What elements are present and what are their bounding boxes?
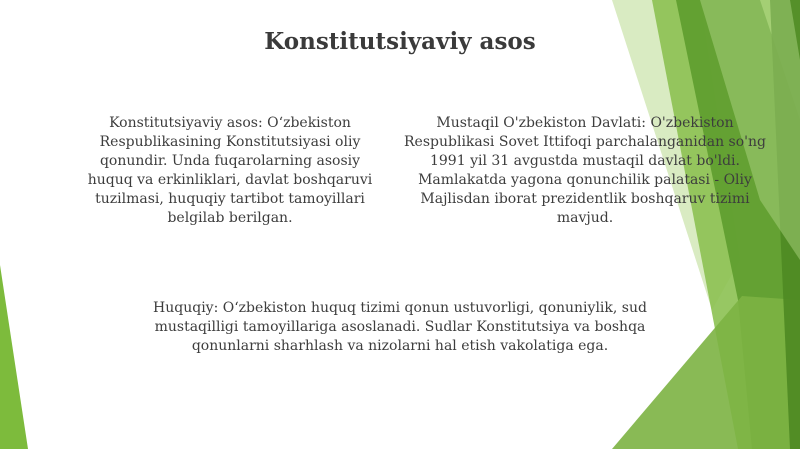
paragraph-independent-state: Mustaqil O'zbekiston Davlati: O'zbekiston Respublikasi Sovet Ittifoqi parchalanganidan so'ng 1991 yil 31 avgustda mustaqil davlat bo'ldi. Mamlakatda yagona qonunchilik palatasi - Oliy Majlisdan iborat prezidentlik boshqaruv tizimi mavjud. (404, 115, 766, 226)
slide-title: Konstitutsiyaviy asos (264, 28, 536, 55)
left-edge-strip (0, 265, 28, 449)
paragraph-constitutional-basis: Konstitutsiyaviy asos: O‘zbekiston Respublikasining Konstitutsiyasi oliy qonundir. Unda fuqarolarning asosiy huquq va erkinliklari, davlat boshqaruvi tuzilmasi, huquqiy tartibot tamoyillari belgilab berilgan. (87, 115, 373, 226)
paragraph-legal-system: Huquqiy: O‘zbekiston huquq tizimi qonun ustuvorligi, qonuniylik, sud mustaqilligi tamoyillariga asoslanadi. Sudlar Konstitutsiya va boshqa qonunlarni sharhlash va nizolarni hal etish vakolatiga ega. (153, 300, 647, 354)
